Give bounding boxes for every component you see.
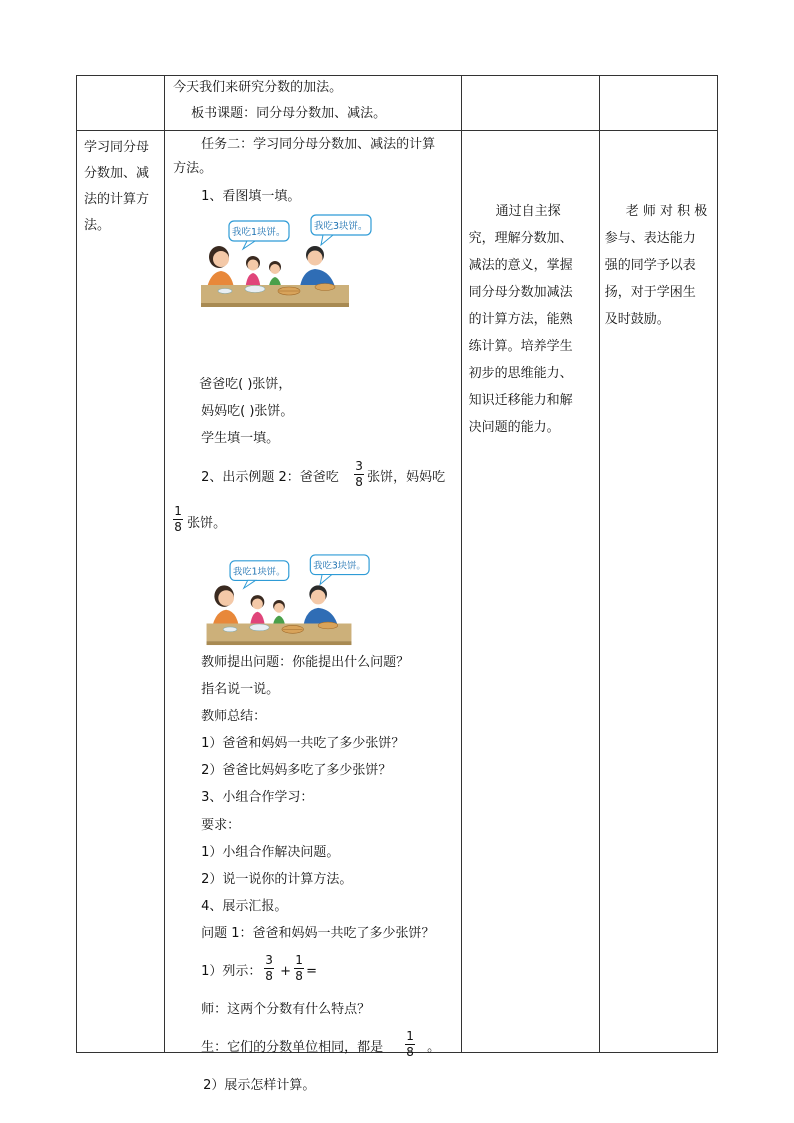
requirements: 要求： — [201, 818, 241, 833]
intro-line-2: 板书课题：同分母分数加、减法。 — [191, 106, 387, 121]
teacher-asks: 教师提出问题：你能提出什么问题？ — [201, 655, 410, 670]
frac-dad-num: 3 — [355, 459, 363, 473]
family-illustration-1 — [201, 213, 368, 309]
bubble-left-text-2: 我吃1块饼。 — [233, 566, 286, 578]
task-heading-2: 方法。 — [173, 161, 213, 176]
formula-frac-1 — [264, 954, 274, 983]
stage-line-4: 法。 — [84, 218, 111, 233]
unit-frac-num: 1 — [406, 1029, 414, 1043]
intent-line-2: 究，理解分数加、 — [468, 231, 573, 246]
teacher-summary: 教师总结： — [201, 709, 267, 724]
intro-process-cell — [165, 76, 461, 131]
example-mid: 张饼，妈妈吃 — [367, 470, 446, 485]
intent-cell — [461, 131, 599, 1053]
formula-frac-1-den: 8 — [265, 969, 273, 983]
student-answer: 生：它们的分数单位相同，都是 — [201, 1040, 384, 1055]
intro-eval-cell — [599, 76, 717, 131]
bubble-left-text: 我吃1块饼。 — [232, 227, 286, 238]
intent-line-9: 决问题的能力。 — [468, 420, 560, 435]
show-calculation: 2）展示怎样计算。 — [203, 1078, 316, 1093]
blank-mom: 妈妈吃( )张饼。 — [201, 404, 294, 419]
student-answer-end: 。 — [427, 1040, 441, 1055]
family-illustration-2 — [205, 553, 366, 647]
frac-mom-num: 1 — [174, 504, 182, 518]
eval-line-2: 参与、表达能力 — [604, 231, 696, 246]
eval-line-3: 强的同学予以表 — [604, 258, 696, 273]
teacher-question: 师：这两个分数有什么特点？ — [201, 1002, 371, 1017]
formula-frac-1-num: 3 — [265, 953, 273, 967]
example-prefix: 2、出示例题 2：爸爸吃 — [201, 470, 339, 485]
intro-line-1: 今天我们来研究分数的加法。 — [173, 80, 343, 95]
intro-stage-cell — [77, 76, 165, 131]
intro-intent-cell — [461, 76, 599, 131]
blank-dad: 爸爸吃( )张饼， — [199, 377, 292, 392]
unit-frac-den: 8 — [406, 1045, 414, 1059]
process-cell — [165, 131, 461, 1093]
frac-dad — [354, 460, 364, 489]
stage-line-3: 法的计算方 — [84, 192, 150, 207]
eval-line-1: 老 师 对 积 极 — [625, 204, 708, 219]
stage-line-2: 分数加、减 — [84, 166, 150, 181]
frac-mom — [173, 505, 183, 534]
intent-line-4: 同分母分数加减法 — [468, 285, 573, 300]
requirement-1: 1）小组合作解决问题。 — [201, 845, 340, 860]
bubble-right-text: 我吃3块饼。 — [314, 221, 368, 232]
formula-prefix: 1）列示： — [201, 964, 262, 979]
requirement-2: 2）说一说你的计算方法。 — [201, 872, 353, 887]
lesson-table — [76, 75, 718, 1093]
frac-dad-den: 8 — [355, 475, 363, 489]
step-1: 1、看图填一填。 — [201, 189, 301, 204]
problem-1: 问题 1：爸爸和妈妈一共吃了多少张饼？ — [201, 926, 435, 941]
frac-mom-den: 8 — [174, 520, 182, 534]
unit-frac — [405, 1030, 415, 1059]
intent-line-1: 通过自主探 — [495, 204, 561, 219]
intent-line-8: 知识迁移能力和解 — [468, 393, 573, 408]
stage-cell — [77, 131, 165, 1053]
question-2: 2）爸爸比妈妈多吃了多少张饼？ — [201, 763, 392, 778]
example-suffix: 张饼。 — [187, 516, 227, 531]
formula-frac-2-den: 8 — [295, 969, 303, 983]
step-4: 4、展示汇报。 — [201, 899, 288, 914]
formula-frac-2 — [294, 954, 304, 983]
step-3: 3、小组合作学习： — [201, 790, 314, 805]
task-heading-1: 任务二：学习同分母分数加、减法的计算 — [201, 137, 436, 152]
formula-plus: + — [280, 964, 292, 979]
call-names: 指名说一说。 — [201, 682, 280, 697]
intent-line-6: 练计算。培养学生 — [468, 339, 573, 354]
bubble-right-text-2: 我吃3块饼。 — [313, 560, 366, 572]
formula-equals: = — [306, 964, 318, 979]
intro-row — [77, 76, 718, 131]
evaluation-cell — [599, 131, 717, 1053]
task-row — [77, 131, 718, 1053]
question-1: 1）爸爸和妈妈一共吃了多少张饼？ — [201, 736, 405, 751]
students-fill: 学生填一填。 — [201, 431, 280, 446]
intent-line-7: 初步的思维能力、 — [468, 366, 573, 381]
eval-line-5: 及时鼓励。 — [604, 312, 670, 327]
formula-frac-2-num: 1 — [295, 953, 303, 967]
intent-line-5: 的计算方法，能熟 — [468, 312, 573, 327]
stage-line-1: 学习同分母 — [84, 140, 150, 155]
eval-line-4: 扬，对于学困生 — [604, 285, 696, 300]
intent-line-3: 减法的意义，掌握 — [468, 258, 573, 273]
